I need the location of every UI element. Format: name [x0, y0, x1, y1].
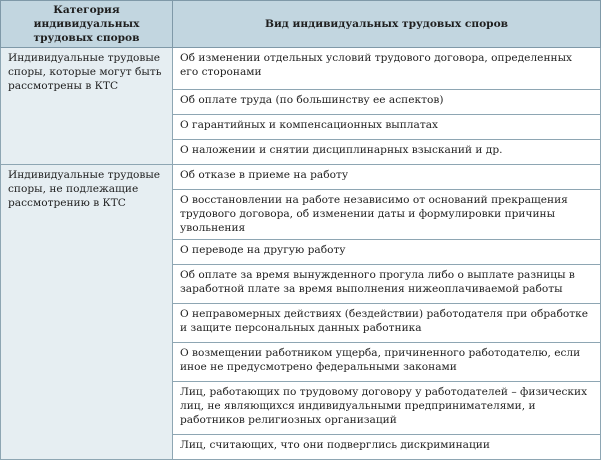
dispute-kind-cell: О неправомерных действиях (бездействии) работодателя при обработке и защите персональных данных работника [173, 304, 601, 343]
dispute-kind-cell: О наложении и снятии дисциплинарных взысканий и др. [173, 140, 601, 165]
dispute-kind-cell: Об изменении отдельных условий трудового договора, определенных его сторонами [173, 48, 601, 90]
table-header-row [1, 1, 601, 48]
category-cell-kts: Индивидуальные трудовые споры, которые могут быть рассмотрены в КТС [1, 48, 173, 165]
dispute-kind-cell: Лиц, считающих, что они подверглись дискриминации [173, 435, 601, 460]
header-kind: Вид индивидуальных трудовых споров [173, 1, 601, 48]
dispute-kind-cell: О переводе на другую работу [173, 240, 601, 265]
dispute-kind-cell: О возмещении работником ущерба, причиненного работодателю, если иное не предусмотрено федеральными законами [173, 343, 601, 382]
dispute-kind-cell: Об оплате за время вынужденного прогула либо о выплате разницы в заработной плате за время выполнения нижеоплачиваемой работы [173, 265, 601, 304]
dispute-kind-cell: О гарантийных и компенсационных выплатах [173, 115, 601, 140]
dispute-kind-cell: О восстановлении на работе независимо от оснований прекращения трудового договора, об изменении даты и формулировки причины увольнения [173, 190, 601, 240]
dispute-kind-cell: Об оплате труда (по большинству ее аспектов) [173, 90, 601, 115]
dispute-kind-cell: Лиц, работающих по трудовому договору у работодателей – физических лиц, не являющихся индивидуальными предпринимателями, и работников религиозных организаций [173, 382, 601, 435]
category-cell-not-kts: Индивидуальные трудовые споры, не подлежащие рассмотрению в КТС [1, 165, 173, 460]
table-row [1, 165, 601, 190]
header-category: Категория индивидуальных трудовых споров [1, 1, 173, 48]
dispute-kind-cell: Об отказе в приеме на работу [173, 165, 601, 190]
table-row [1, 48, 601, 90]
